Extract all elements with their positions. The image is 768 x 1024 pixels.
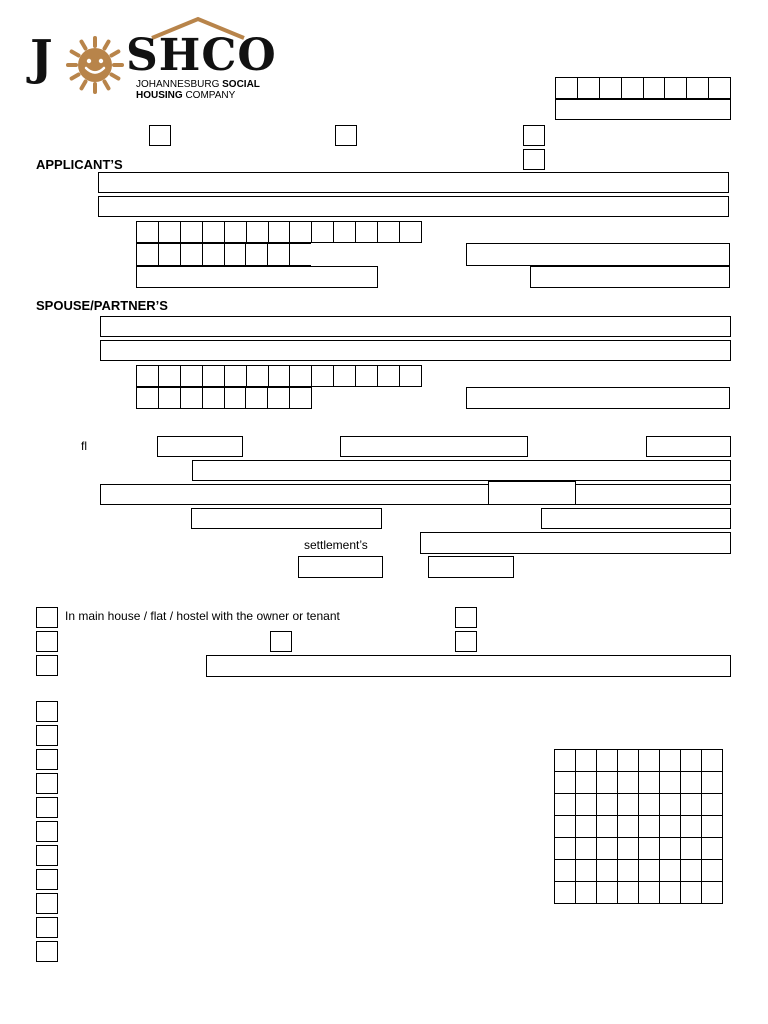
living-option-checkbox-6[interactable] xyxy=(36,655,58,676)
grid-cell[interactable] xyxy=(290,243,312,266)
joshco-logo xyxy=(28,16,308,106)
grid-cell[interactable] xyxy=(225,387,247,409)
grid-cell[interactable] xyxy=(181,387,203,409)
table-cell[interactable] xyxy=(701,837,723,860)
table-cell[interactable] xyxy=(659,859,681,882)
list-checkbox-3[interactable] xyxy=(36,749,58,770)
grid-cell[interactable] xyxy=(290,221,312,243)
applicant-field-c[interactable] xyxy=(136,266,378,288)
living-other-field[interactable] xyxy=(206,655,731,677)
table-cell[interactable] xyxy=(638,815,660,838)
sun-smiley-icon xyxy=(66,36,124,94)
list-checkbox-1[interactable] xyxy=(36,701,58,722)
grid-cell[interactable] xyxy=(181,221,203,243)
table-cell[interactable] xyxy=(554,771,576,794)
settlement-field[interactable] xyxy=(420,532,731,554)
table-cell[interactable] xyxy=(575,837,597,860)
table-cell[interactable] xyxy=(596,837,618,860)
table-cell[interactable] xyxy=(617,749,639,772)
table-cell[interactable] xyxy=(575,881,597,904)
tagline-regular-2: COMPANY xyxy=(182,90,236,101)
tagline-bold-1: SOCIAL xyxy=(222,79,260,90)
table-cell[interactable] xyxy=(575,859,597,882)
sun-ray xyxy=(72,75,79,79)
grid-cell[interactable] xyxy=(400,221,422,243)
list-checkbox-4[interactable] xyxy=(36,773,58,794)
grid-cell[interactable] xyxy=(203,221,225,243)
sun-ray xyxy=(82,81,86,88)
table-cell[interactable] xyxy=(554,793,576,816)
grid-cell[interactable] xyxy=(269,365,291,387)
table-cell[interactable] xyxy=(701,815,723,838)
grid-cell[interactable] xyxy=(556,77,578,99)
table-row xyxy=(554,881,731,903)
table-cell[interactable] xyxy=(617,793,639,816)
grid-cell[interactable] xyxy=(334,221,356,243)
grid-cell[interactable] xyxy=(181,365,203,387)
grid-cell[interactable] xyxy=(159,365,181,387)
address-field-2[interactable] xyxy=(340,436,528,457)
address-field-4[interactable] xyxy=(192,460,731,481)
grid-cell[interactable] xyxy=(356,221,378,243)
entry-table-grid[interactable] xyxy=(554,749,731,902)
option-checkbox-4[interactable] xyxy=(523,149,545,170)
grid-cell[interactable] xyxy=(159,221,181,243)
sun-ray xyxy=(105,81,109,88)
table-cell[interactable] xyxy=(575,749,597,772)
tagline-regular-1: JOHANNESBURG xyxy=(136,79,223,90)
option-checkbox-2[interactable] xyxy=(335,125,357,146)
grid-cell[interactable] xyxy=(378,365,400,387)
grid-cell[interactable] xyxy=(290,387,312,409)
table-cell[interactable] xyxy=(680,837,702,860)
table-cell[interactable] xyxy=(638,881,660,904)
sun-ray xyxy=(111,75,118,79)
living-option-checkbox-3[interactable] xyxy=(36,631,58,652)
table-cell[interactable] xyxy=(554,837,576,860)
living-option-checkbox-1[interactable] xyxy=(36,607,58,628)
address-field-6[interactable] xyxy=(488,481,576,505)
grid-cell[interactable] xyxy=(578,77,600,99)
reference-number-grid[interactable] xyxy=(555,77,731,99)
address-field-1[interactable] xyxy=(157,436,243,457)
table-cell[interactable] xyxy=(701,859,723,882)
logo-letters-shco: SHCO xyxy=(126,30,277,81)
table-cell[interactable] xyxy=(680,749,702,772)
table-cell[interactable] xyxy=(596,793,618,816)
table-cell[interactable] xyxy=(575,771,597,794)
spouse-surname-field[interactable] xyxy=(100,316,731,337)
grid-cell[interactable] xyxy=(225,243,247,266)
grid-cell[interactable] xyxy=(269,221,291,243)
table-cell[interactable] xyxy=(638,749,660,772)
option-checkbox-3[interactable] xyxy=(523,125,545,146)
address-field-9[interactable] xyxy=(541,508,731,529)
table-cell[interactable] xyxy=(596,749,618,772)
table-cell[interactable] xyxy=(554,815,576,838)
grid-cell[interactable] xyxy=(247,365,269,387)
grid-cell[interactable] xyxy=(137,365,159,387)
table-cell[interactable] xyxy=(701,771,723,794)
table-cell[interactable] xyxy=(680,881,702,904)
spouse-date-grid[interactable] xyxy=(136,387,312,409)
table-cell[interactable] xyxy=(554,749,576,772)
table-cell[interactable] xyxy=(659,881,681,904)
grid-cell[interactable] xyxy=(247,221,269,243)
grid-cell[interactable] xyxy=(137,221,159,243)
sun-ray xyxy=(72,52,79,56)
address-field-7[interactable] xyxy=(575,484,731,505)
table-cell[interactable] xyxy=(680,771,702,794)
grid-cell[interactable] xyxy=(159,387,181,409)
grid-cell[interactable] xyxy=(159,243,181,266)
living-option-checkbox-4[interactable] xyxy=(270,631,292,652)
grid-cell[interactable] xyxy=(622,77,644,99)
grid-cell[interactable] xyxy=(356,365,378,387)
sun-ray xyxy=(105,42,109,49)
grid-cell[interactable] xyxy=(312,365,334,387)
living-option-checkbox-2[interactable] xyxy=(455,607,477,628)
grid-cell[interactable] xyxy=(181,243,203,266)
applicant-names-field[interactable] xyxy=(98,196,729,217)
grid-cell[interactable] xyxy=(203,365,225,387)
table-cell[interactable] xyxy=(701,881,723,904)
table-row xyxy=(554,859,731,881)
grid-cell[interactable] xyxy=(137,243,159,266)
grid-cell[interactable] xyxy=(268,387,290,409)
logo-letter-j: J xyxy=(30,30,53,86)
address-field-5[interactable] xyxy=(100,484,489,505)
table-cell[interactable] xyxy=(596,859,618,882)
applicant-id-grid[interactable] xyxy=(136,221,422,243)
grid-cell[interactable] xyxy=(378,221,400,243)
grid-cell[interactable] xyxy=(665,77,687,99)
applicant-heading: APPLICANT’S xyxy=(36,157,123,172)
spouse-heading: SPOUSE/PARTNER’S xyxy=(36,298,168,313)
table-row xyxy=(554,815,731,837)
table-cell[interactable] xyxy=(659,793,681,816)
logo-tagline xyxy=(136,79,260,101)
list-checkbox-7[interactable] xyxy=(36,845,58,866)
table-cell[interactable] xyxy=(680,815,702,838)
list-checkbox-5[interactable] xyxy=(36,797,58,818)
grid-cell[interactable] xyxy=(687,77,709,99)
table-cell[interactable] xyxy=(701,749,723,772)
table-cell[interactable] xyxy=(617,771,639,794)
list-checkbox-10[interactable] xyxy=(36,917,58,938)
table-cell[interactable] xyxy=(638,793,660,816)
grid-cell[interactable] xyxy=(225,221,247,243)
in-main-house-label: In main house / flat / hostel with the owner or tenant xyxy=(65,609,340,623)
table-row xyxy=(554,793,731,815)
table-cell[interactable] xyxy=(680,859,702,882)
table-cell[interactable] xyxy=(575,793,597,816)
list-checkbox-11[interactable] xyxy=(36,941,58,962)
table-cell[interactable] xyxy=(596,815,618,838)
grid-cell[interactable] xyxy=(334,365,356,387)
table-row xyxy=(554,837,731,859)
table-cell[interactable] xyxy=(659,771,681,794)
table-cell[interactable] xyxy=(701,793,723,816)
table-cell[interactable] xyxy=(596,771,618,794)
grid-cell[interactable] xyxy=(137,387,159,409)
table-cell[interactable] xyxy=(638,837,660,860)
living-option-checkbox-5[interactable] xyxy=(455,631,477,652)
grid-cell[interactable] xyxy=(290,365,312,387)
table-cell[interactable] xyxy=(680,793,702,816)
table-cell[interactable] xyxy=(617,859,639,882)
address-field-11[interactable] xyxy=(428,556,514,578)
grid-cell[interactable] xyxy=(312,221,334,243)
table-row xyxy=(554,749,731,771)
applicant-field-b[interactable] xyxy=(466,243,730,266)
grid-cell[interactable] xyxy=(225,365,247,387)
list-checkbox-2[interactable] xyxy=(36,725,58,746)
table-cell[interactable] xyxy=(659,749,681,772)
grid-cell[interactable] xyxy=(246,387,268,409)
address-field-10[interactable] xyxy=(298,556,383,578)
table-cell[interactable] xyxy=(575,815,597,838)
grid-cell[interactable] xyxy=(709,77,731,99)
table-cell[interactable] xyxy=(617,815,639,838)
table-cell[interactable] xyxy=(638,859,660,882)
list-checkbox-9[interactable] xyxy=(36,893,58,914)
spouse-names-field[interactable] xyxy=(100,340,731,361)
table-cell[interactable] xyxy=(659,815,681,838)
table-row xyxy=(554,771,731,793)
grid-cell[interactable] xyxy=(246,243,268,266)
settlement-label: settlement’s xyxy=(304,538,368,552)
spouse-id-grid[interactable] xyxy=(136,365,422,387)
table-cell[interactable] xyxy=(659,837,681,860)
list-checkbox-6[interactable] xyxy=(36,821,58,842)
grid-cell[interactable] xyxy=(203,243,225,266)
sun-ray xyxy=(82,42,86,49)
address-field-8[interactable] xyxy=(191,508,382,529)
sun-ray xyxy=(111,52,118,56)
spouse-field-b[interactable] xyxy=(466,387,730,409)
table-cell[interactable] xyxy=(554,859,576,882)
applicant-field-d[interactable] xyxy=(530,266,730,288)
fl-label: fl xyxy=(81,439,87,453)
table-cell[interactable] xyxy=(617,837,639,860)
grid-cell[interactable] xyxy=(400,365,422,387)
address-field-3[interactable] xyxy=(646,436,731,457)
applicant-field-a[interactable] xyxy=(311,243,312,266)
option-checkbox-1[interactable] xyxy=(149,125,171,146)
grid-cell[interactable] xyxy=(600,77,622,99)
grid-cell[interactable] xyxy=(644,77,666,99)
grid-cell[interactable] xyxy=(203,387,225,409)
reference-field[interactable] xyxy=(555,99,731,120)
applicant-surname-field[interactable] xyxy=(98,172,729,193)
table-cell[interactable] xyxy=(617,881,639,904)
applicant-date-grid[interactable] xyxy=(136,243,312,266)
table-cell[interactable] xyxy=(596,881,618,904)
grid-cell[interactable] xyxy=(268,243,290,266)
list-checkbox-8[interactable] xyxy=(36,869,58,890)
table-cell[interactable] xyxy=(638,771,660,794)
table-cell[interactable] xyxy=(554,881,576,904)
tagline-bold-2: HOUSING xyxy=(136,90,183,101)
